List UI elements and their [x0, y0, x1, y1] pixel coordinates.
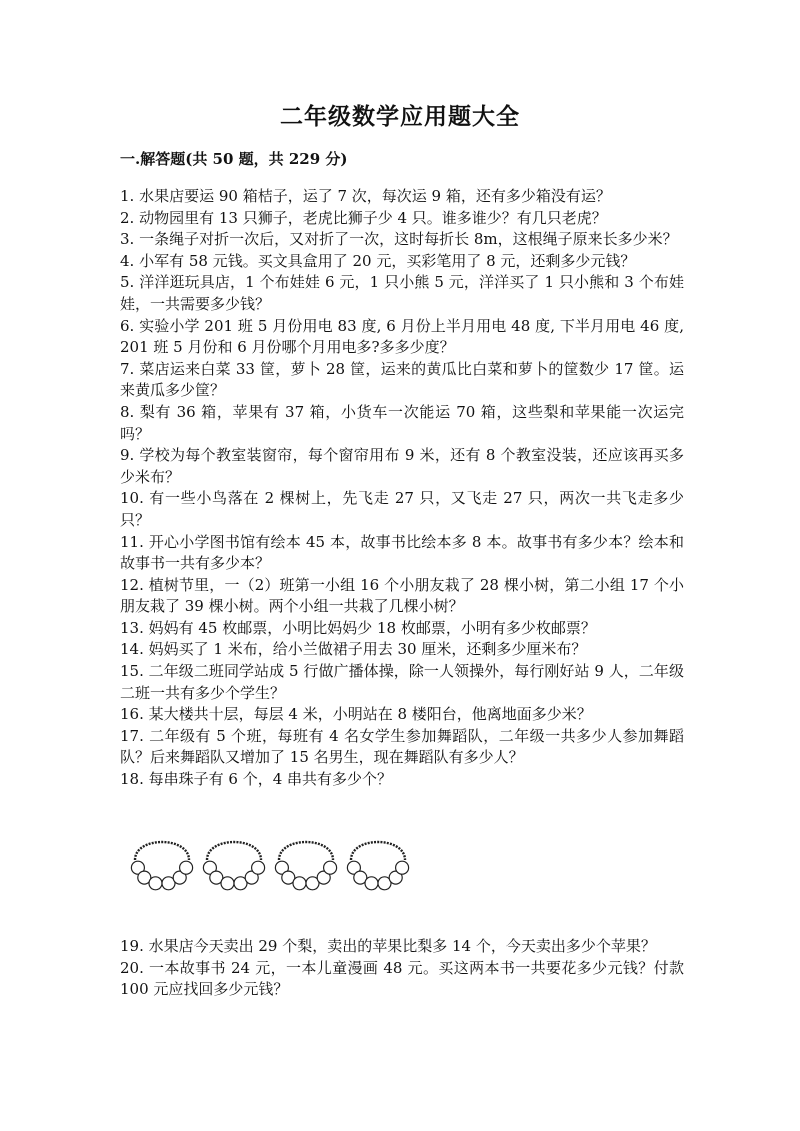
- bead-string: [203, 842, 264, 890]
- question-15: 15. 二年级二班同学站成 5 行做广播体操，除一人领操外，每行刚好站 9 人，二年级二班一共有多少个学生？: [120, 662, 684, 702]
- bead: [149, 877, 162, 890]
- question-11: 11. 开心小学图书馆有绘本 45 本，故事书比绘本多 8 本。故事书有多少本？绘本和故事书一共有多少本？: [120, 532, 684, 573]
- bead-string: [275, 842, 336, 890]
- question-12: 12. 植树节里，一（2）班第一小组 16 个小朋友栽了 28 棵小树，第二小组 17 个小朋友栽了 39 棵小树。两个小组一共栽了几棵小树？: [120, 575, 684, 616]
- string-arc: [207, 842, 261, 860]
- bead: [293, 877, 306, 890]
- document-title: 二年级数学应用题大全: [280, 103, 520, 130]
- question-2: 2. 动物园里有 13 只狮子，老虎比狮子少 4 只。谁多谁少？有几只老虎？: [120, 208, 607, 227]
- question-3: 3. 一条绳子对折一次后，又对折了一次，这时每折长 8m，这根绳子原来长多少米？: [120, 230, 678, 249]
- question-1: 1. 水果店要运 90 箱桔子，运了 7 次，每次运 9 箱，还有多少箱没有运？: [120, 187, 611, 205]
- question-13: 13. 妈妈有 45 枚邮票，小明比妈妈少 18 枚邮票，小明有多少枚邮票？: [120, 618, 596, 637]
- string-arc: [279, 842, 333, 860]
- question-7: 7. 菜店运来白菜 33 筐，萝卜 28 筐，运来的黄瓜比白菜和萝卜的筐数少 17 筐。运来黄瓜多少筐？: [120, 359, 684, 400]
- question-8: 8. 梨有 36 箱，苹果有 37 箱，小货车一次能运 70 箱，这些梨和苹果能一次运完吗？: [120, 402, 684, 443]
- bead: [396, 861, 409, 874]
- bead: [324, 861, 337, 874]
- bead: [221, 877, 234, 890]
- question-20: 20. 一本故事书 24 元，一本儿童漫画 48 元。买这两本书一共要花多少元钱？付款 100 元应找回多少元钱？: [120, 958, 684, 999]
- bead: [252, 861, 265, 874]
- bead-strings-figure: [122, 826, 422, 896]
- question-list: [120, 186, 684, 791]
- question-19: 19. 水果店今天卖出 29 个梨，卖出的苹果比梨多 14 个，今天卖出多少个苹果？: [120, 937, 656, 955]
- question-5: 5. 洋洋逛玩具店，1 个布娃娃 6 元，1 只小熊 5 元，洋洋买了 1 只小熊和 3 个布娃娃，一共需要多少钱？: [120, 273, 684, 313]
- question-14: 14. 妈妈买了 1 米布，给小兰做裙子用去 30 厘米，还剩多少厘米布？: [120, 640, 587, 659]
- question-10: 10. 有一些小鸟落在 2 棵树上，先飞走 27 只，又飞走 27 只，两次一共飞走多少只？: [120, 489, 684, 529]
- bead: [180, 861, 193, 874]
- question-9: 9. 学校为每个教室装窗帘，每个窗帘用布 9 米，还有 8 个教室没装，还应该再买多少米布？: [120, 446, 684, 486]
- bead-string: [347, 842, 408, 890]
- bead-string: [131, 842, 192, 890]
- string-arc: [135, 842, 189, 860]
- question-17: 17. 二年级有 5 个班，每班有 4 名女学生参加舞蹈队，二年级一共多少人参加舞蹈队？后来舞蹈队又增加了 15 名男生，现在舞蹈队有多少人？: [120, 726, 684, 767]
- question-18: 18. 每串珠子有 6 个，4 串共有多少个？: [120, 770, 393, 789]
- question-4: 4. 小军有 58 元钱。买文具盒用了 20 元，买彩笔用了 8 元，还剩多少元钱？: [120, 251, 636, 270]
- question-6: 6. 实验小学 201 班 5 月份用电 83 度, 6 月份上半月用电 48 度, 下半月用电 46 度, 201 班 5 月份和 6 月份哪个月用电多?多多少度？: [120, 316, 684, 357]
- string-arc: [351, 842, 405, 860]
- question-list-continued: [120, 936, 684, 1001]
- section-heading: 一.解答题(共 50 题，共 229 分): [120, 150, 348, 168]
- question-16: 16. 某大楼共十层，每层 4 米，小明站在 8 楼阳台，他离地面多少米？: [120, 705, 592, 724]
- bead: [365, 877, 378, 890]
